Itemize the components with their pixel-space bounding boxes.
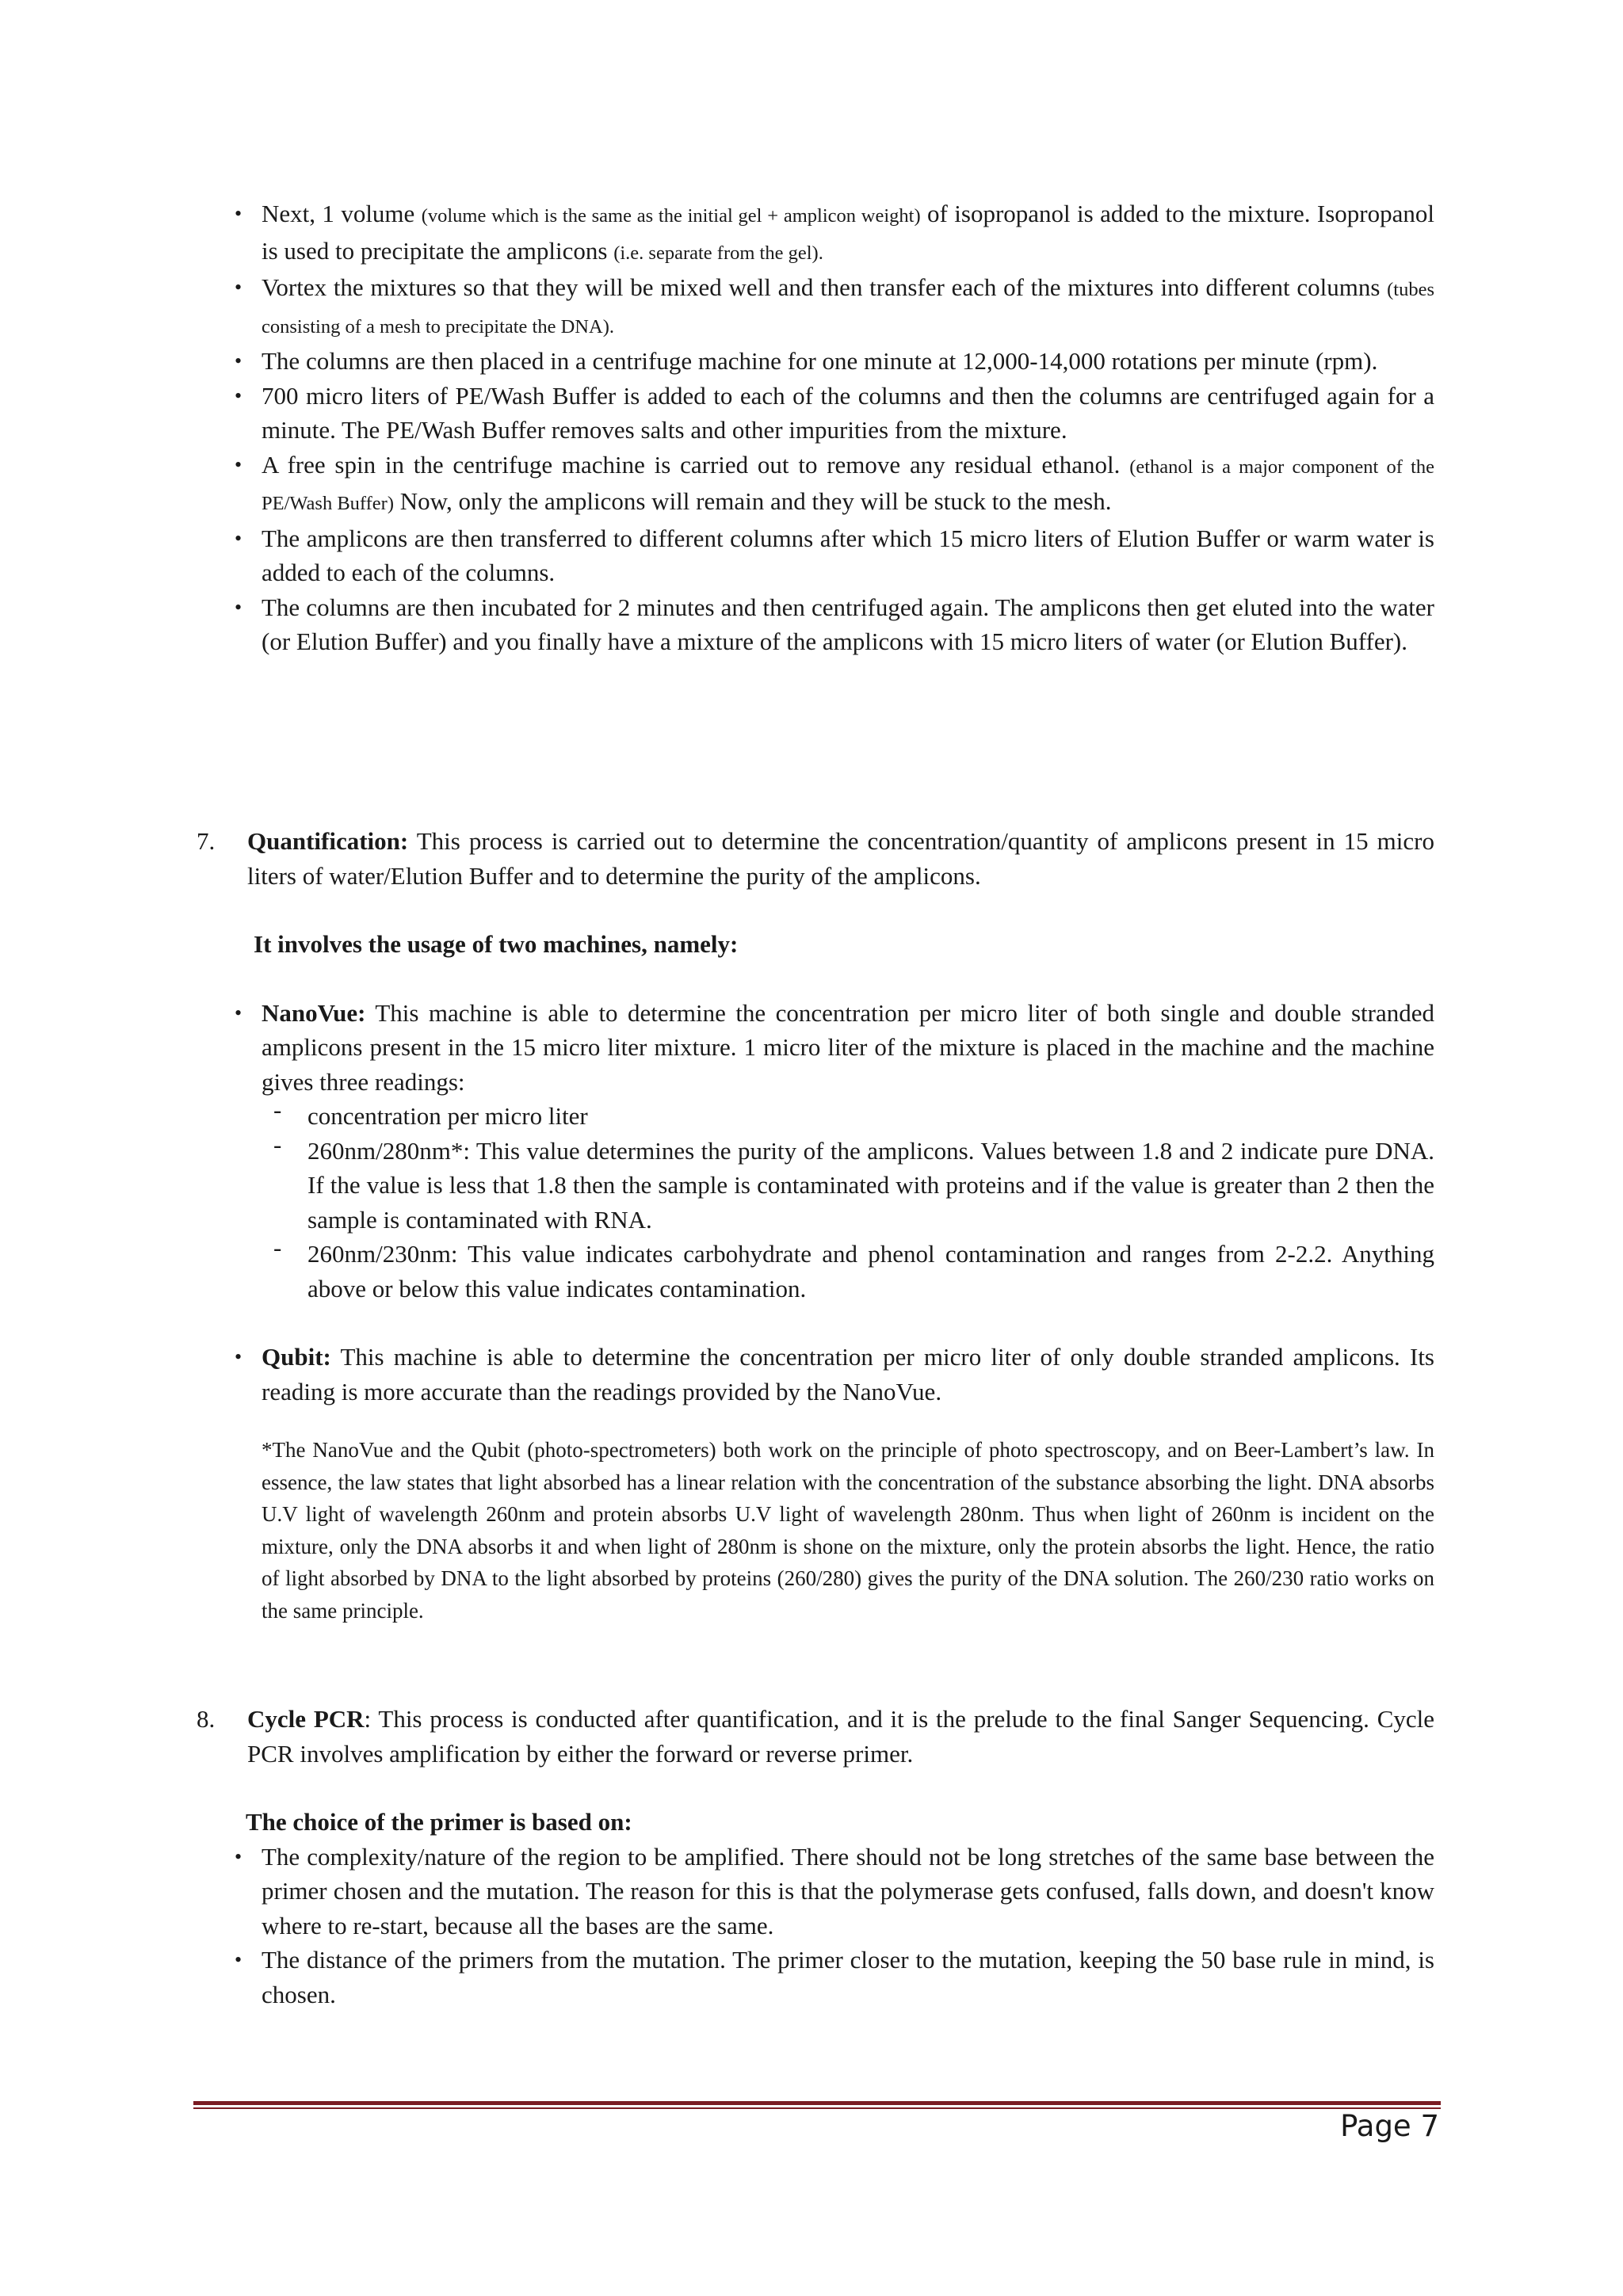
footer-rule-thin <box>193 2107 1441 2109</box>
section6-bullets <box>197 196 1434 659</box>
section7-subheading: It involves the usage of two machines, namely: <box>254 930 739 958</box>
section8-heading: 8. Cycle PCR: This process is conducted after quantification, and it is the prelude to the final Sanger Sequencing. Cycle PCR involves amplification by either the forward or reverse primer. <box>197 1705 1434 1768</box>
nanovue-readings <box>197 1096 1434 1306</box>
list-item: - 260nm/230nm: This value indicates carbohydrate and phenol contamination and ranges from 2-2.2. Anything above or below this value indicates contamination. <box>197 1237 1434 1306</box>
list-item: • Next, 1 volume (volume which is the same as the initial gel + amplicon weight) of isopropanol is added to the mixture. Isopropanol is used to precipitate the amplicons (i.e. separate from the gel). <box>197 196 1434 270</box>
list-item: • The distance of the primers from the mutation. The primer closer to the mutation, keeping the 50 base rule in mind, is chosen. <box>197 1943 1434 2012</box>
dash-icon: - <box>273 1130 282 1158</box>
dash-icon: - <box>273 1234 282 1261</box>
bullet-icon: • <box>235 1844 242 1868</box>
section8 <box>197 1702 1434 2012</box>
bullet-icon: • <box>235 202 242 225</box>
section8-title: Cycle PCR <box>247 1705 365 1733</box>
section8-subheading: The choice of the primer is based on: <box>246 1808 632 1836</box>
bullet-icon: • <box>235 1948 242 1971</box>
section7 <box>197 824 1434 1627</box>
list-item: - concentration per micro liter <box>197 1099 1434 1134</box>
machine-list <box>197 996 1434 1100</box>
page-number: Page 7 <box>1340 2109 1439 2143</box>
bullet-icon: • <box>235 383 242 407</box>
primer-criteria-list <box>197 1840 1434 2012</box>
bullet-icon: • <box>235 276 242 299</box>
section6-bullet-list <box>197 196 1434 659</box>
list-item: • The complexity/nature of the region to be amplified. There should not be long stretches of the same base between the primer chosen and the mutation. The reason for this is that the polymerase gets confused, falls down, and doesn't know where to re-start, because all the bases are the same. <box>197 1840 1434 1943</box>
list-item: • A free spin in the centrifuge machine is carried out to remove any residual ethanol. (ethanol is a major component of the PE/Wash Buffer) Now, only the amplicons will remain and they will be stuck to the mesh. <box>197 448 1434 521</box>
section7-heading: 7. Quantification: This process is carried out to determine the concentration/quantity of amplicons present in 15 micro liters of water/Elution Buffer and to determine the purity of the amplicons. <box>197 827 1434 890</box>
bullet-icon: • <box>235 349 242 372</box>
bullet-icon: • <box>235 1001 242 1024</box>
list-item: • The amplicons are then transferred to different columns after which 15 micro liters of Elution Buffer or warm water is added to each of the columns. <box>197 521 1434 590</box>
machine-list-qubit <box>197 1340 1434 1409</box>
footer-rule <box>193 2101 1441 2105</box>
bullet-icon: • <box>235 1345 242 1368</box>
dash-icon: - <box>273 1096 282 1123</box>
list-item-nanovue: • NanoVue: This machine is able to determine the concentration per micro liter of both single and double stranded amplicons present in the 15 micro liter mixture. 1 micro liter of the mixture is placed in the machine and the machine gives three readings: <box>197 996 1434 1100</box>
list-item: • Vortex the mixtures so that they will be mixed well and then transfer each of the mixtures into different columns (tubes consisting of a mesh to precipitate the DNA). <box>197 270 1434 344</box>
list-item: • The columns are then incubated for 2 minutes and then centrifuged again. The amplicons then get eluted into the water (or Elution Buffer) and you finally have a mixture of the amplicons with 15 micro liters of water (or Elution Buffer). <box>197 590 1434 659</box>
footnote: *The NanoVue and the Qubit (photo-spectrometers) both work on the principle of photo spectroscopy, and on Beer-Lambert’s law. In essence, the law states that light absorbed has a linear relation with the concentration of the substance absorbing the light. DNA absorbs U.V light of wavelength 260nm and protein absorbs U.V light of wavelength 280nm. Thus when light of 260nm is incident on the mixture, only the DNA absorbs it and when light of 280nm is shone on the mixture, only the protein absorbs the light. Hence, the ratio of light absorbed by DNA to the light absorbed by proteins (260/280) gives the purity of the DNA solution. The 260/230 ratio works on the same principle. <box>262 1438 1434 1623</box>
list-item-qubit: • Qubit: This machine is able to determine the concentration per micro liter of only double stranded amplicons. Its reading is more accurate than the readings provided by the NanoVue. <box>197 1340 1434 1409</box>
bullet-icon: • <box>235 452 242 476</box>
bullet-icon: • <box>235 526 242 550</box>
bullet-icon: • <box>235 595 242 619</box>
section7-title: Quantification: <box>247 827 409 855</box>
list-item: • 700 micro liters of PE/Wash Buffer is added to each of the columns and then the columns are centrifuged again for a minute. The PE/Wash Buffer removes salts and other impurities from the mixture. <box>197 379 1434 448</box>
list-item: • The columns are then placed in a centrifuge machine for one minute at 12,000-14,000 rotations per minute (rpm). <box>197 344 1434 379</box>
list-item: - 260nm/280nm*: This value determines the purity of the amplicons. Values between 1.8 and 2 indicate pure DNA. If the value is less that 1.8 then the sample is contaminated with proteins and if the value is greater than 2 then the sample is contaminated with RNA. <box>197 1134 1434 1238</box>
